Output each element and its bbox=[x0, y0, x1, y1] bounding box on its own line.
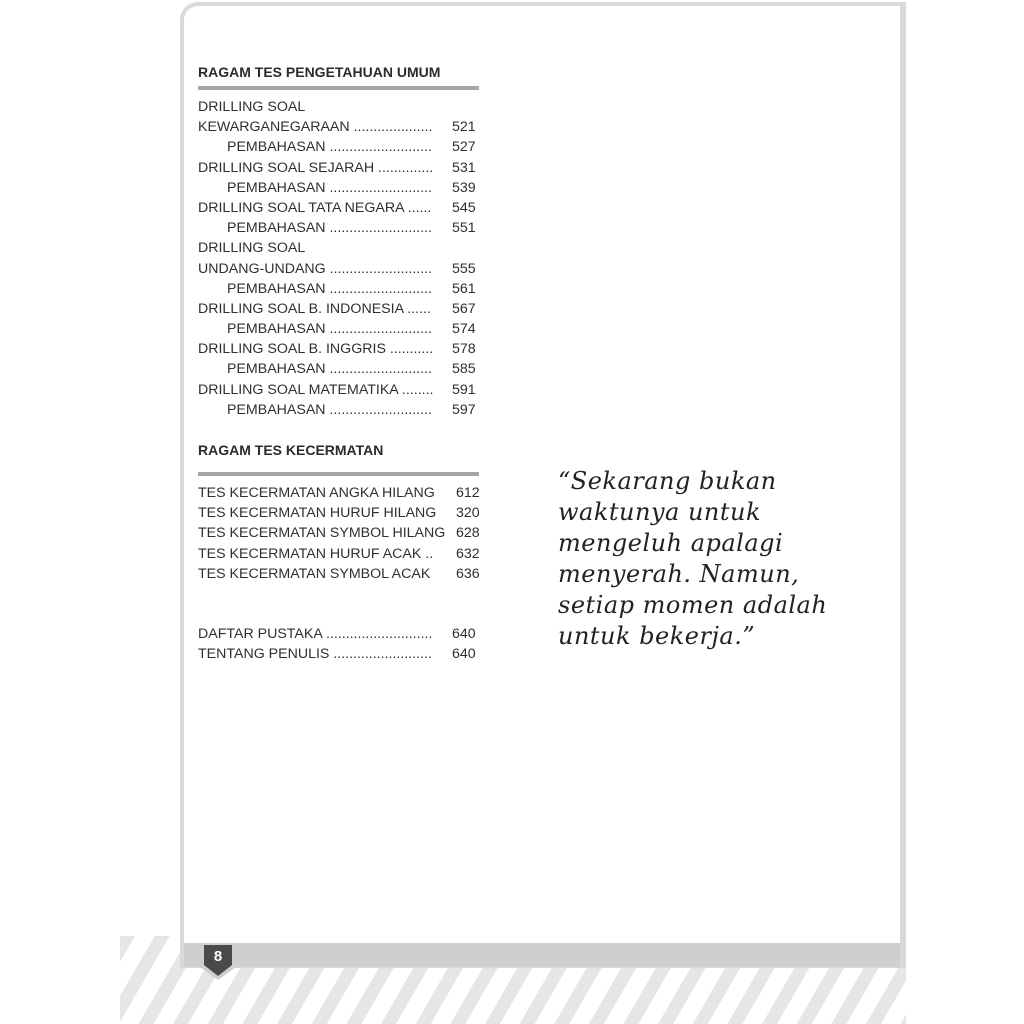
toc-entry-page: 578 bbox=[452, 341, 476, 358]
quote-line: untuk bekerja.” bbox=[558, 622, 756, 650]
toc-entry-label: PEMBAHASAN .......................... bbox=[227, 139, 432, 156]
toc-entry bbox=[198, 359, 482, 379]
toc-entry-label: PEMBAHASAN .......................... bbox=[227, 179, 432, 196]
toc-entry-page: 551 bbox=[452, 220, 476, 237]
toc-entry bbox=[198, 299, 482, 319]
toc-entry-label: DRILLING SOAL bbox=[198, 240, 306, 257]
toc-entry-page: 555 bbox=[452, 260, 476, 277]
toc-entry bbox=[198, 624, 482, 644]
motivational-quote bbox=[558, 466, 858, 652]
quote-line: menyerah. Namun, bbox=[558, 560, 800, 588]
toc-entry bbox=[198, 400, 482, 420]
toc-entry bbox=[198, 544, 482, 564]
footer-bar bbox=[184, 943, 900, 967]
toc-entry-page: 539 bbox=[452, 179, 476, 196]
toc-entry bbox=[198, 218, 482, 238]
toc-entry bbox=[198, 503, 482, 523]
toc-entry-label: TES KECERMATAN SYMBOL HILANG bbox=[198, 525, 446, 542]
toc-entry-page: 545 bbox=[452, 199, 476, 216]
toc-entry bbox=[198, 178, 482, 198]
toc-entry bbox=[198, 158, 482, 178]
toc-entry-page: 612 bbox=[456, 485, 480, 501]
quote-line: “Sekarang bukan bbox=[558, 467, 777, 495]
toc-entry-page: 628 bbox=[456, 525, 480, 542]
toc-entry-label: DRILLING SOAL MATEMATIKA ........ bbox=[198, 381, 434, 398]
toc-entry-label: DRILLING SOAL B. INDONESIA ...... bbox=[198, 300, 431, 317]
section-title: RAGAM TES KECERMATAN bbox=[198, 442, 384, 458]
toc-entry-label: TES KECERMATAN HURUF ACAK .. bbox=[198, 545, 434, 562]
toc-entry bbox=[198, 380, 482, 400]
toc-entry bbox=[198, 198, 482, 218]
section-divider bbox=[198, 472, 479, 476]
toc-entry-label: PEMBAHASAN .......................... bbox=[227, 401, 432, 418]
toc-entry-label: TES KECERMATAN ANGKA HILANG bbox=[198, 485, 435, 501]
toc-entry-page: 632 bbox=[456, 545, 480, 562]
toc-entry-label: DRILLING SOAL SEJARAH .............. bbox=[198, 159, 434, 176]
toc-entry-page: 561 bbox=[452, 280, 476, 297]
toc-entry-label: PEMBAHASAN .......................... bbox=[227, 321, 432, 338]
toc-entry-page: 531 bbox=[452, 159, 476, 176]
section-title: RAGAM TES PENGETAHUAN UMUM bbox=[198, 64, 441, 80]
toc-entry bbox=[198, 279, 482, 299]
toc-entry-label: DAFTAR PUSTAKA ........................... bbox=[198, 625, 433, 642]
toc-entry-page: 567 bbox=[452, 300, 476, 317]
section-divider bbox=[198, 86, 479, 90]
toc-entry-label: DRILLING SOAL B. INGGRIS ........... bbox=[198, 341, 434, 358]
toc-entry-page: 521 bbox=[452, 119, 476, 136]
toc-entry-label: PEMBAHASAN .......................... bbox=[227, 280, 432, 297]
toc-entry bbox=[198, 483, 482, 503]
toc-entry-label: UNDANG-UNDANG .......................... bbox=[198, 260, 433, 277]
table-of-contents bbox=[198, 62, 482, 664]
page-number: 8 bbox=[213, 948, 223, 965]
toc-entry-page: 640 bbox=[452, 646, 476, 663]
appendix-rows bbox=[198, 624, 482, 664]
toc-entry-label: PEMBAHASAN .......................... bbox=[227, 220, 432, 237]
toc-entry-label: DRILLING SOAL TATA NEGARA ...... bbox=[198, 199, 432, 216]
section-rows bbox=[198, 97, 482, 420]
quote-line: mengeluh apalagi bbox=[558, 529, 784, 557]
quote-line: waktunya untuk bbox=[558, 498, 762, 526]
toc-entry-label: PEMBAHASAN .......................... bbox=[227, 361, 432, 378]
toc-entry bbox=[198, 117, 482, 137]
section-rows bbox=[198, 483, 482, 584]
toc-entry-page: 597 bbox=[452, 401, 476, 418]
quote-line: setiap momen adalah bbox=[558, 591, 828, 619]
toc-entry-page: 636 bbox=[456, 565, 480, 582]
toc-entry-page: 574 bbox=[452, 321, 476, 338]
toc-entry-label: TENTANG PENULIS ......................... bbox=[198, 646, 432, 663]
toc-entry bbox=[198, 259, 482, 279]
toc-entry-label: KEWARGANEGARAAN .................... bbox=[198, 119, 433, 136]
toc-entry-label: DRILLING SOAL bbox=[198, 99, 306, 115]
toc-entry-label: TES KECERMATAN SYMBOL ACAK bbox=[198, 565, 431, 582]
toc-entry-page: 320 bbox=[456, 505, 480, 522]
toc-entry bbox=[198, 97, 482, 117]
toc-entry-page: 640 bbox=[452, 625, 476, 642]
toc-entry bbox=[198, 339, 482, 359]
toc-entry-page: 585 bbox=[452, 361, 476, 378]
toc-entry-label: TES KECERMATAN HURUF HILANG bbox=[198, 505, 437, 522]
toc-entry-page: 591 bbox=[452, 381, 476, 398]
toc-entry bbox=[198, 137, 482, 157]
page-number-badge bbox=[198, 941, 238, 981]
toc-entry bbox=[198, 564, 482, 584]
toc-entry bbox=[198, 238, 482, 258]
toc-entry bbox=[198, 523, 482, 543]
toc-entry bbox=[198, 644, 482, 664]
toc-entry-page: 527 bbox=[452, 139, 476, 156]
toc-entry bbox=[198, 319, 482, 339]
